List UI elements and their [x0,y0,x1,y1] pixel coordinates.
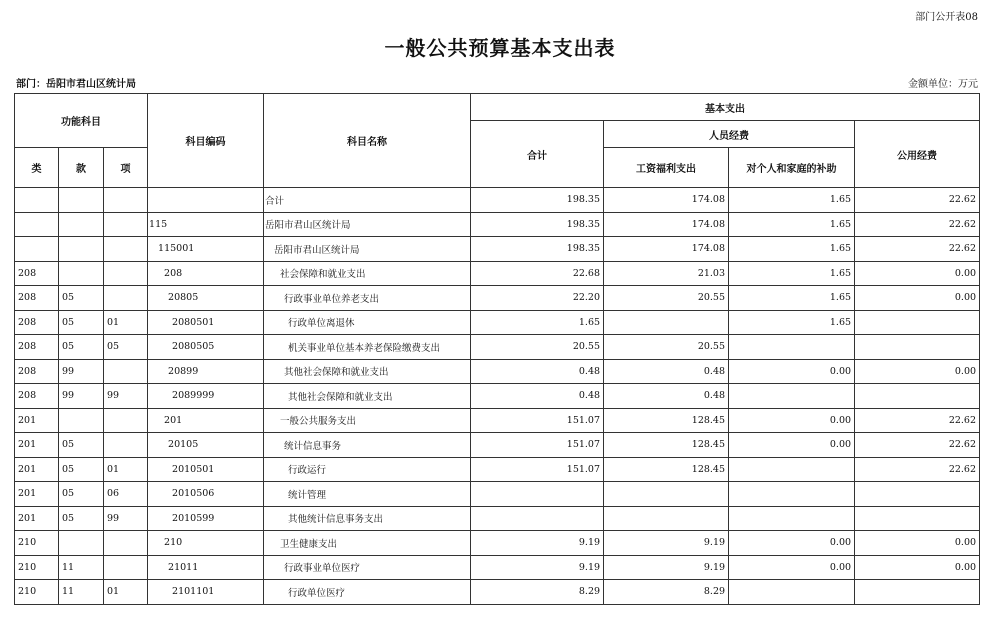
cell-kuan: 05 [59,482,104,507]
cell-subject-code: 2010599 [148,506,264,531]
cell-subsidies: 0.00 [729,359,855,384]
cell-subject-code: 201 [148,408,264,433]
cell-lei: 201 [15,482,59,507]
cell-wages: 9.19 [604,555,729,580]
cell-wages: 174.08 [604,188,729,213]
header-subject-code: 科目编码 [148,94,264,188]
header-personnel: 人员经费 [604,121,855,148]
cell-subject-name: 机关事业单位基本养老保险缴费支出 [264,335,471,360]
form-number: 部门公开表08 [915,12,978,23]
table-row [15,555,980,580]
cell-total: 0.48 [471,384,604,409]
cell-total: 151.07 [471,408,604,433]
cell-wages: 0.48 [604,384,729,409]
cell-lei: 208 [15,359,59,384]
cell-kuan [59,237,104,262]
cell-subject-name: 行政运行 [264,457,471,482]
cell-wages: 8.29 [604,580,729,605]
cell-subject-name: 岳阳市君山区统计局 [264,237,471,262]
cell-lei [15,237,59,262]
cell-subsidies: 1.65 [729,286,855,311]
header-function-subject: 功能科目 [15,94,148,148]
cell-public [855,335,980,360]
table-row [15,335,980,360]
cell-wages [604,482,729,507]
cell-subject-code: 2010501 [148,457,264,482]
header-total: 合计 [471,121,604,188]
cell-total: 22.68 [471,261,604,286]
cell-lei: 210 [15,531,59,556]
header-subsidies: 对个人和家庭的补助 [729,148,855,188]
header-subject-name: 科目名称 [264,94,471,188]
cell-subject-code: 20805 [148,286,264,311]
cell-xiang [104,261,148,286]
cell-total: 151.07 [471,457,604,482]
cell-xiang [104,212,148,237]
cell-lei: 201 [15,408,59,433]
cell-subject-name: 其他社会保障和就业支出 [264,384,471,409]
cell-subsidies [729,506,855,531]
cell-kuan: 99 [59,384,104,409]
cell-subject-name: 行政事业单位医疗 [264,555,471,580]
cell-public: 0.00 [855,555,980,580]
header-xiang: 项 [104,148,148,188]
cell-subject-name: 岳阳市君山区统计局 [264,212,471,237]
cell-public: 0.00 [855,261,980,286]
cell-xiang [104,531,148,556]
cell-subsidies: 1.65 [729,310,855,335]
cell-subject-name: 统计管理 [264,482,471,507]
cell-public: 0.00 [855,359,980,384]
cell-lei [15,188,59,213]
cell-lei: 208 [15,310,59,335]
cell-public [855,506,980,531]
cell-kuan: 05 [59,335,104,360]
cell-xiang [104,433,148,458]
header-public: 公用经费 [855,121,980,188]
cell-total [471,506,604,531]
amount-unit-label: 金额单位：万元 [908,79,978,90]
cell-wages: 128.45 [604,408,729,433]
cell-kuan [59,531,104,556]
cell-subject-name: 一般公共服务支出 [264,408,471,433]
cell-subject-name: 卫生健康支出 [264,531,471,556]
table-row [15,580,980,605]
cell-total: 151.07 [471,433,604,458]
department-label: 部门：岳阳市君山区统计局 [16,79,136,90]
cell-subject-code: 210 [148,531,264,556]
cell-subject-code: 115 [148,212,264,237]
cell-subsidies [729,482,855,507]
cell-lei: 208 [15,384,59,409]
cell-lei: 201 [15,457,59,482]
cell-total: 0.48 [471,359,604,384]
cell-xiang: 01 [104,457,148,482]
cell-subsidies [729,457,855,482]
cell-public: 22.62 [855,188,980,213]
cell-subsidies [729,335,855,360]
cell-wages: 128.45 [604,433,729,458]
cell-subsidies [729,580,855,605]
cell-lei: 208 [15,286,59,311]
cell-wages: 21.03 [604,261,729,286]
cell-subject-name: 其他统计信息事务支出 [264,506,471,531]
cell-kuan [59,408,104,433]
cell-public: 0.00 [855,286,980,311]
cell-subject-code: 20105 [148,433,264,458]
table-row [15,531,980,556]
cell-subject-code: 208 [148,261,264,286]
cell-kuan: 05 [59,433,104,458]
cell-kuan: 11 [59,555,104,580]
cell-subsidies: 1.65 [729,237,855,262]
cell-subject-name: 行政事业单位养老支出 [264,286,471,311]
cell-subject-code: 21011 [148,555,264,580]
table-row [15,457,980,482]
cell-subsidies: 0.00 [729,408,855,433]
cell-subject-name: 行政单位医疗 [264,580,471,605]
header-lei: 类 [15,148,59,188]
cell-subject-name: 行政单位离退休 [264,310,471,335]
cell-kuan [59,212,104,237]
cell-xiang: 99 [104,384,148,409]
cell-total [471,482,604,507]
cell-lei [15,212,59,237]
table-row [15,212,980,237]
cell-total: 20.55 [471,335,604,360]
cell-public [855,310,980,335]
cell-wages [604,310,729,335]
table-header [15,94,980,188]
cell-lei: 201 [15,506,59,531]
cell-xiang [104,286,148,311]
cell-wages: 174.08 [604,212,729,237]
header-wages: 工资福利支出 [604,148,729,188]
cell-subsidies [729,384,855,409]
cell-total: 198.35 [471,237,604,262]
cell-public: 22.62 [855,457,980,482]
cell-xiang [104,237,148,262]
cell-subject-code: 2080505 [148,335,264,360]
cell-kuan [59,188,104,213]
table-row [15,433,980,458]
table-row [15,286,980,311]
cell-subject-code: 2101101 [148,580,264,605]
cell-subject-name: 社会保障和就业支出 [264,261,471,286]
cell-lei: 210 [15,580,59,605]
cell-kuan: 99 [59,359,104,384]
cell-subject-code [148,188,264,213]
cell-public: 0.00 [855,531,980,556]
page-title: 一般公共预算基本支出表 [384,36,616,60]
cell-subsidies: 1.65 [729,212,855,237]
cell-total: 9.19 [471,531,604,556]
cell-kuan [59,261,104,286]
cell-public: 22.62 [855,408,980,433]
cell-public [855,384,980,409]
cell-kuan: 05 [59,506,104,531]
cell-subject-code: 2080501 [148,310,264,335]
cell-xiang [104,359,148,384]
cell-xiang: 01 [104,310,148,335]
budget-table [14,93,980,605]
table-row [15,506,980,531]
header-kuan: 款 [59,148,104,188]
cell-xiang: 01 [104,580,148,605]
table-body [15,188,980,605]
table-row [15,188,980,213]
cell-public: 22.62 [855,433,980,458]
cell-subsidies: 1.65 [729,261,855,286]
cell-kuan: 05 [59,286,104,311]
cell-wages: 20.55 [604,335,729,360]
cell-subsidies: 0.00 [729,555,855,580]
table-row [15,384,980,409]
cell-xiang: 06 [104,482,148,507]
cell-wages [604,506,729,531]
cell-wages: 9.19 [604,531,729,556]
cell-total: 22.20 [471,286,604,311]
cell-lei: 208 [15,261,59,286]
cell-public [855,482,980,507]
table-row [15,359,980,384]
cell-subject-name: 合计 [264,188,471,213]
table-row [15,408,980,433]
cell-kuan: 05 [59,457,104,482]
cell-public [855,580,980,605]
table-row [15,261,980,286]
cell-total: 1.65 [471,310,604,335]
cell-subsidies: 0.00 [729,531,855,556]
cell-total: 198.35 [471,212,604,237]
header-basic-expenditure: 基本支出 [471,94,980,121]
cell-lei: 208 [15,335,59,360]
cell-xiang: 05 [104,335,148,360]
cell-total: 198.35 [471,188,604,213]
cell-wages: 128.45 [604,457,729,482]
cell-subject-name: 其他社会保障和就业支出 [264,359,471,384]
cell-xiang [104,555,148,580]
cell-xiang [104,408,148,433]
cell-subject-code: 2089999 [148,384,264,409]
table-row [15,482,980,507]
cell-lei: 201 [15,433,59,458]
cell-wages: 0.48 [604,359,729,384]
cell-subsidies: 0.00 [729,433,855,458]
cell-kuan: 05 [59,310,104,335]
cell-xiang [104,188,148,213]
cell-public: 22.62 [855,212,980,237]
cell-subject-code: 20899 [148,359,264,384]
cell-lei: 210 [15,555,59,580]
cell-total: 8.29 [471,580,604,605]
cell-subject-code: 115001 [148,237,264,262]
cell-kuan: 11 [59,580,104,605]
cell-subject-code: 2010506 [148,482,264,507]
cell-wages: 174.08 [604,237,729,262]
cell-subsidies: 1.65 [729,188,855,213]
cell-subject-name: 统计信息事务 [264,433,471,458]
table-row [15,237,980,262]
cell-xiang: 99 [104,506,148,531]
table-row [15,310,980,335]
cell-public: 22.62 [855,237,980,262]
cell-total: 9.19 [471,555,604,580]
cell-wages: 20.55 [604,286,729,311]
